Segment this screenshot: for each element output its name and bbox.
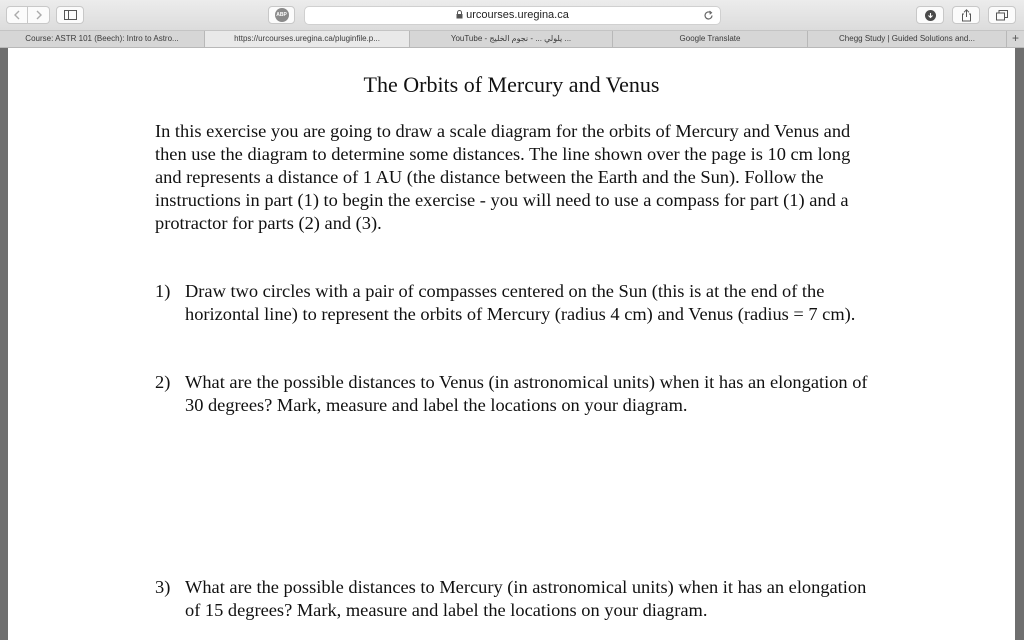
sidebar-icon <box>64 10 77 20</box>
browser-toolbar <box>0 0 1024 31</box>
document-page <box>8 48 1015 640</box>
tab-pluginfile[interactable]: https://urcourses.uregina.ca/pluginfile.p... <box>205 31 410 47</box>
question-number: 2) <box>155 372 171 392</box>
adblock-icon: ABP <box>275 8 289 22</box>
tab-strip <box>0 31 1024 48</box>
adblock-button[interactable] <box>268 6 295 24</box>
new-tab-button[interactable]: + <box>1011 31 1019 45</box>
download-icon <box>925 10 936 21</box>
share-icon <box>961 9 972 22</box>
share-button[interactable] <box>952 6 980 24</box>
tab-google-translate[interactable]: Google Translate <box>613 31 808 47</box>
forward-button[interactable] <box>28 6 50 24</box>
intro-paragraph: In this exercise you are going to draw a scale diagram for the orbits of Mercury and Venus and then use the diagram to determine some distances. The line shown over the page is 10 cm long and represents a distance of 1 AU (the distance between the Earth and the Sun). Follow the instructions in part (1) to begin the exercise - you will need to use a compass for part (1) and a protractor for parts (2) and (3). <box>155 121 851 233</box>
sidebar-toggle-button[interactable] <box>56 6 84 24</box>
nav-buttons <box>6 6 50 24</box>
back-button[interactable] <box>6 6 28 24</box>
question-text: What are the possible distances to Venus (in astronomical units) when it has an elongation of 30 degrees? Mark, measure and label the locations on your diagram. <box>185 372 868 415</box>
tabs-overview-button[interactable] <box>988 6 1016 24</box>
chevron-right-icon <box>35 10 43 20</box>
tab-course[interactable]: Course: ASTR 101 (Beech): Intro to Astro... <box>0 31 205 47</box>
address-display <box>305 9 720 21</box>
question-number: 1) <box>155 281 171 301</box>
tab-chegg[interactable]: Chegg Study | Guided Solutions and... <box>808 31 1007 47</box>
address-bar[interactable] <box>304 6 721 25</box>
tab-youtube[interactable]: YouTube - يلولي ... - نجوم الخليج ... <box>410 31 613 47</box>
lock-icon <box>456 10 463 19</box>
chevron-left-icon <box>13 10 21 20</box>
downloads-button[interactable] <box>916 6 944 24</box>
tabs-icon <box>996 10 1008 21</box>
question-text: What are the possible distances to Mercury (in astronomical units) when it has an elongation of 15 degrees? Mark, measure and label the locations on your diagram. <box>185 577 867 620</box>
url-text: urcourses.uregina.ca <box>466 9 569 21</box>
reload-icon[interactable] <box>703 10 714 21</box>
page-title: The Orbits of Mercury and Venus <box>363 72 660 97</box>
question-text: Draw two circles with a pair of compasses centered on the Sun (this is at the end of the horizontal line) to represent the orbits of Mercury (radius 4 cm) and Venus (radius = 7 cm). <box>185 281 856 324</box>
question-number: 3) <box>155 577 171 597</box>
